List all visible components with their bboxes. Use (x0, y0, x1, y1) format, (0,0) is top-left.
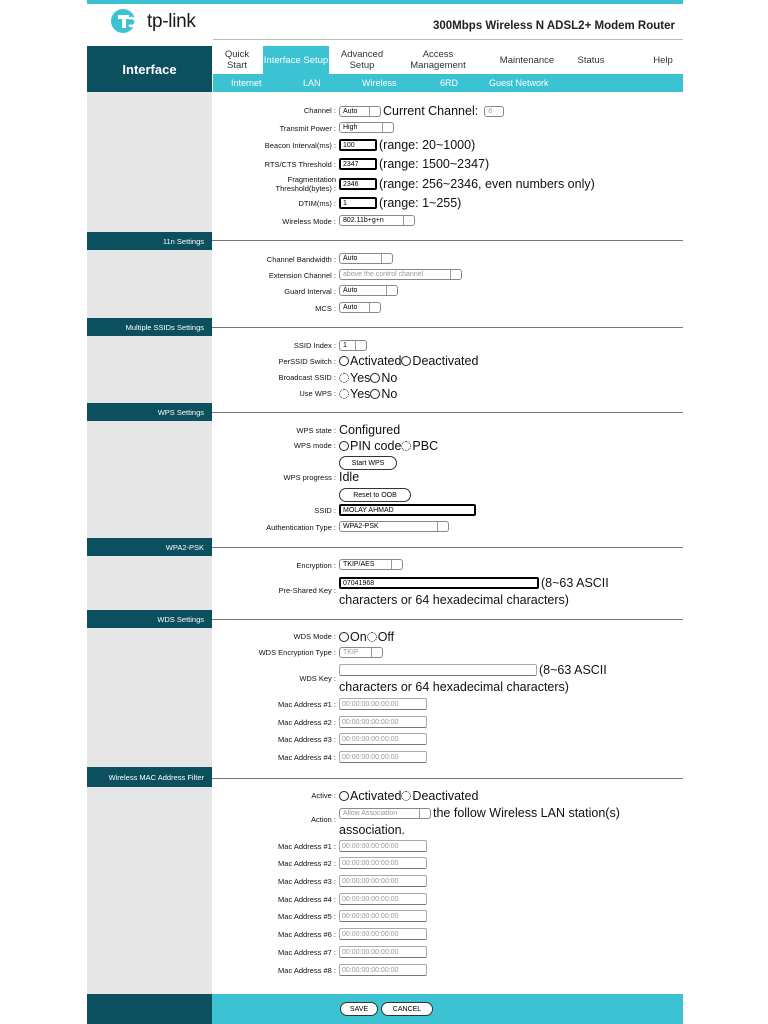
chevron-down-icon (382, 123, 393, 132)
ssid-index-value: 1 (343, 342, 347, 349)
wds-mac-1-value: 00:00:00:00:00:00 (342, 700, 399, 708)
section-wps-settings: WPS Settings (87, 403, 212, 421)
chevron-down-icon (450, 270, 461, 279)
transmit-power-label: Transmit Power : (279, 124, 336, 133)
wds-mode-label: WDS Mode : (293, 632, 336, 641)
fragmentation-label-line1: Fragmentation (287, 175, 336, 184)
section-mac-filter: Wireless MAC Address Filter (87, 767, 212, 787)
wds-mac-2-row (339, 716, 427, 728)
beacon-interval-label: Beacon Interval(ms) : (264, 141, 336, 150)
guard-interval-select[interactable] (339, 285, 398, 296)
mac-filter-7-input[interactable] (339, 946, 427, 958)
mac-filter-3-label: Mac Address #3 : (278, 877, 336, 886)
mac-filter-6-value: 00:00:00:00:00:00 (342, 930, 399, 938)
subnav-guest-network[interactable]: Guest Network (489, 78, 549, 88)
mac-filter-action-hint: the follow Wireless LAN station(s) (433, 806, 620, 820)
wds-mac-2-input[interactable] (339, 716, 427, 728)
pre-shared-key-label: Pre-Shared Key : (278, 586, 336, 595)
chevron-down-icon (386, 286, 397, 295)
wds-on-radio[interactable] (339, 632, 349, 642)
mcs-row (339, 302, 381, 313)
mac-filter-6-label: Mac Address #6 : (278, 930, 336, 939)
nav-interface-setup[interactable]: Interface Setup (263, 46, 329, 74)
authentication-type-select[interactable] (339, 521, 449, 532)
encryption-select[interactable] (339, 559, 403, 570)
broadcast-no-label: No (381, 371, 398, 385)
chevron-down-icon (355, 341, 366, 350)
mac-filter-5-value: 00:00:00:00:00:00 (342, 912, 399, 920)
wds-mac-1-row (339, 698, 427, 710)
authentication-type-row (339, 521, 449, 532)
broadcast-no-radio[interactable] (370, 373, 380, 383)
wps-pin-radio[interactable] (339, 441, 349, 451)
use-wps-row (339, 387, 397, 401)
wps-mode-label: WPS mode : (293, 441, 336, 450)
channel-bandwidth-select[interactable] (339, 253, 393, 264)
pre-shared-key-row (339, 576, 609, 590)
mac-filter-7-row (339, 946, 427, 958)
rts-threshold-input[interactable] (339, 158, 377, 170)
per-ssid-switch-row (339, 354, 478, 368)
chevron-down-icon (371, 648, 382, 657)
mac-filter-action-hint-row (339, 823, 405, 837)
subnav-internet[interactable]: Internet (231, 78, 262, 88)
mac-filter-8-input[interactable] (339, 964, 427, 976)
wds-off-label: Off (377, 630, 395, 644)
use-wps-yes-label: Yes (350, 387, 371, 401)
beacon-interval-hint: (range: 20~1000) (379, 138, 476, 152)
wds-mac-1-label: Mac Address #1 : (278, 700, 336, 709)
use-wps-label: Use WPS : (299, 389, 336, 398)
wds-key-input[interactable] (339, 664, 537, 676)
ssid-index-row (339, 340, 367, 351)
encryption-label: Encryption : (296, 561, 336, 570)
per-ssid-deactivated-radio[interactable] (401, 356, 411, 366)
wds-key-label: WDS Key : (299, 674, 336, 683)
mac-filter-active-row (339, 789, 478, 803)
wireless-mode-select[interactable] (339, 215, 415, 226)
wds-mac-2-label: Mac Address #2 : (278, 718, 336, 727)
mac-filter-3-row (339, 875, 427, 887)
wds-key-row (339, 663, 607, 677)
transmit-power-select[interactable] (339, 122, 394, 133)
mac-filter-2-label: Mac Address #2 : (278, 859, 336, 868)
subnav-lan[interactable]: LAN (303, 78, 321, 88)
mac-filter-1-row (339, 840, 427, 852)
extension-channel-value: above the control channel (343, 271, 424, 278)
wireless-mode-label: Wireless Mode : (282, 217, 336, 226)
wps-progress-value: Idle (339, 470, 360, 484)
wps-pbc-label: PBC (412, 439, 439, 453)
cancel-button[interactable]: CANCEL (381, 1002, 433, 1016)
reset-to-oob-button[interactable]: Reset to OOB (339, 488, 411, 502)
broadcast-ssid-row (339, 371, 397, 385)
wds-mode-row (339, 630, 394, 644)
mac-filter-6-input[interactable] (339, 928, 427, 940)
dtim-input[interactable] (339, 197, 377, 209)
mac-filter-5-label: Mac Address #5 : (278, 912, 336, 921)
pre-shared-key-value: 07041968 (343, 579, 375, 587)
mac-filter-7-label: Mac Address #7 : (278, 948, 336, 957)
fragmentation-label-line2: Threshold(bytes) : (275, 184, 336, 193)
wds-mac-3-row (339, 733, 427, 745)
broadcast-yes-radio[interactable] (339, 373, 349, 383)
mac-filter-8-label: Mac Address #8 : (278, 966, 336, 975)
chevron-down-icon (419, 809, 430, 818)
rts-threshold-row (339, 157, 489, 171)
mac-filter-8-row (339, 964, 427, 976)
mac-filter-7-value: 00:00:00:00:00:00 (342, 948, 399, 956)
nav-access-management[interactable]: Access Management (410, 49, 466, 71)
nav-status[interactable]: Status (577, 54, 605, 66)
authentication-type-value: WPA2-PSK (343, 523, 379, 530)
mac-filter-deactivated-radio[interactable] (401, 791, 411, 801)
chevron-down-icon (437, 522, 448, 531)
dtim-hint: (range: 1~255) (379, 196, 462, 210)
encryption-row (339, 559, 403, 570)
wps-state-label: WPS state : (296, 426, 336, 435)
wds-encryption-select[interactable] (339, 647, 383, 658)
wds-key-hint: (8~63 ASCII (539, 663, 607, 677)
section-divider (212, 412, 683, 413)
per-ssid-activated-label: Activated (350, 354, 402, 368)
wds-key-hint-row (339, 680, 569, 694)
wps-pin-label: PIN code (350, 439, 402, 453)
transmit-power-row (339, 122, 394, 133)
mac-filter-5-row (339, 910, 427, 922)
wds-mac-4-row (339, 751, 427, 763)
transmit-power-value: High (343, 124, 358, 131)
dtim-row (339, 196, 461, 210)
wds-mac-3-value: 00:00:00:00:00:00 (342, 735, 399, 743)
wds-mac-1-input[interactable] (339, 698, 427, 710)
pre-shared-key-hint-row (339, 593, 569, 607)
mac-filter-action-select[interactable] (339, 808, 431, 819)
start-wps-row (339, 456, 397, 470)
chevron-down-icon (403, 216, 414, 225)
mac-filter-4-value: 00:00:00:00:00:00 (342, 895, 399, 903)
section-divider (212, 327, 683, 328)
wireless-mode-value: 802.11b+g+n (343, 217, 384, 224)
fragmentation-value: 2346 (343, 180, 359, 188)
wds-off-radio[interactable] (367, 632, 377, 642)
pre-shared-key-input[interactable] (339, 577, 539, 589)
section-divider (212, 547, 683, 548)
mac-filter-4-input[interactable] (339, 893, 427, 905)
ssid-row (339, 504, 476, 516)
subnav-wireless[interactable]: Wireless (362, 78, 397, 88)
broadcast-yes-label: Yes (350, 371, 371, 385)
wds-key-hint-line2: characters or 64 hexadecimal characters) (339, 680, 569, 694)
current-channel-value: 6 (488, 107, 493, 115)
wps-mode-row (339, 439, 438, 453)
chevron-down-icon (369, 107, 380, 116)
wps-state-value: Configured (339, 423, 401, 437)
per-ssid-deactivated-label: Deactivated (412, 354, 479, 368)
mac-filter-action-hint-line2: association. (339, 823, 406, 837)
mac-filter-2-row (339, 857, 427, 869)
chevron-down-icon (369, 303, 380, 312)
mac-filter-deactivated-label: Deactivated (412, 789, 479, 803)
guard-interval-row (339, 285, 398, 296)
start-wps-button[interactable]: Start WPS (339, 456, 397, 470)
ssid-index-label: SSID Index : (293, 341, 336, 350)
mac-filter-3-input[interactable] (339, 875, 427, 887)
mac-filter-active-label: Active : (311, 791, 336, 800)
chevron-down-icon (391, 560, 402, 569)
wds-encryption-value: TKIP (343, 649, 359, 656)
guard-interval-label: Guard Interval : (284, 287, 336, 296)
wds-encryption-row (339, 647, 383, 658)
chevron-down-icon (381, 254, 392, 263)
authentication-type-label: Authentication Type : (266, 523, 336, 532)
ssid-input[interactable] (339, 504, 476, 516)
nav-maintenance[interactable]: Maintenance (499, 54, 555, 66)
section-wpa2-psk: WPA2-PSK (87, 538, 212, 556)
ssid-value: MOLAY AHMAD (343, 506, 394, 514)
wds-mac-4-value: 00:00:00:00:00:00 (342, 753, 399, 761)
current-channel-field (484, 106, 504, 117)
section-wds-settings: WDS Settings (87, 610, 212, 628)
section-divider (212, 240, 683, 241)
channel-bandwidth-value: Auto (343, 255, 358, 262)
channel-label: Channel : (303, 106, 336, 115)
beacon-interval-row (339, 138, 475, 152)
encryption-value: TKIP/AES (343, 561, 375, 568)
wds-mac-4-label: Mac Address #4 : (278, 753, 336, 762)
fragmentation-label (276, 175, 336, 193)
wds-on-label: On (350, 630, 367, 644)
fragmentation-input[interactable] (339, 178, 377, 190)
router-page (87, 0, 683, 1024)
pre-shared-key-hint-line2: characters or 64 hexadecimal characters) (339, 593, 569, 607)
wps-state-row (339, 423, 400, 437)
ssid-index-select[interactable] (339, 340, 367, 351)
mac-filter-5-input[interactable] (339, 910, 427, 922)
mac-filter-activated-label: Activated (350, 789, 402, 803)
channel-value: Auto (343, 107, 358, 115)
section-multiple-ssids: Multiple SSIDs Settings (87, 318, 212, 336)
broadcast-ssid-label: Broadcast SSID : (278, 373, 336, 382)
per-ssid-activated-radio[interactable] (339, 356, 349, 366)
logo-text: tp-link (147, 11, 196, 32)
mac-filter-1-label: Mac Address #1 : (278, 842, 336, 851)
reset-oob-row (339, 488, 411, 502)
wps-progress-label: WPS progress : (283, 473, 336, 482)
mac-filter-action-value: Allow Association (343, 809, 398, 817)
extension-channel-label: Extension Channel : (268, 271, 336, 280)
mcs-select[interactable] (339, 302, 381, 313)
wps-pbc-radio[interactable] (401, 441, 411, 451)
wds-mac-2-value: 00:00:00:00:00:00 (342, 718, 399, 726)
rts-threshold-value: 2347 (343, 160, 359, 168)
wds-mac-3-label: Mac Address #3 : (278, 735, 336, 744)
nav-help[interactable]: Help (653, 54, 673, 66)
dtim-label: DTIM(ms) : (298, 199, 336, 208)
mac-filter-activated-radio[interactable] (339, 791, 349, 801)
tp-link-logo-icon (109, 7, 143, 35)
channel-bandwidth-row (339, 253, 393, 264)
mcs-label: MCS : (315, 304, 336, 313)
top-accent-line (87, 0, 683, 4)
wireless-mode-row (339, 215, 415, 226)
mac-filter-action-row (339, 806, 620, 820)
mac-filter-3-value: 00:00:00:00:00:00 (342, 877, 399, 885)
channel-row (339, 104, 504, 118)
header-divider (213, 39, 683, 40)
wds-mac-3-input[interactable] (339, 733, 427, 745)
use-wps-no-label: No (381, 387, 398, 401)
mcs-value: Auto (343, 304, 358, 311)
beacon-interval-input[interactable] (339, 139, 377, 151)
mac-filter-1-value: 00:00:00:00:00:00 (342, 842, 399, 850)
mac-filter-1-input[interactable] (339, 840, 427, 852)
beacon-interval-value: 100 (343, 141, 355, 149)
wds-encryption-label: WDS Encryption Type : (258, 648, 336, 657)
footer-sidebar-block (87, 994, 212, 1024)
extension-channel-row (339, 269, 462, 280)
use-wps-yes-radio[interactable] (339, 389, 349, 399)
guard-interval-value: Auto (343, 287, 358, 294)
rts-threshold-label: RTS/CTS Threshold : (264, 160, 336, 169)
channel-bandwidth-label: Channel Bandwidth : (266, 255, 336, 264)
mac-filter-2-input[interactable] (339, 857, 427, 869)
nav-quick-start[interactable]: Quick Start (224, 49, 250, 71)
save-button[interactable]: SAVE (340, 1002, 378, 1016)
pre-shared-key-hint: (8~63 ASCII (541, 576, 609, 590)
section-11n-settings: 11n Settings (87, 232, 212, 250)
sidebar-title: Interface (87, 46, 212, 92)
section-divider (212, 778, 683, 779)
dtim-value: 1 (343, 199, 347, 207)
ssid-label: SSID : (314, 506, 336, 515)
rts-threshold-hint: (range: 1500~2347) (379, 157, 490, 171)
wds-mac-4-input[interactable] (339, 751, 427, 763)
mac-filter-4-label: Mac Address #4 : (278, 895, 336, 904)
fragmentation-hint: (range: 256~2346, even numbers only) (379, 177, 595, 191)
extension-channel-select[interactable] (339, 269, 462, 280)
product-title: 300Mbps Wireless N ADSL2+ Modem Router (433, 20, 675, 32)
channel-select[interactable] (339, 106, 381, 117)
mac-filter-2-value: 00:00:00:00:00:00 (342, 859, 399, 867)
mac-filter-action-label: Action : (310, 815, 336, 824)
mac-filter-6-row (339, 928, 427, 940)
section-divider (212, 619, 683, 620)
wps-progress-row (339, 470, 359, 484)
mac-filter-8-value: 00:00:00:00:00:00 (342, 966, 399, 974)
subnav-6rd[interactable]: 6RD (440, 78, 459, 88)
per-ssid-switch-label: PerSSID Switch : (278, 357, 336, 366)
current-channel-label: Current Channel: (383, 104, 479, 118)
mac-filter-4-row (339, 893, 427, 905)
use-wps-no-radio[interactable] (370, 389, 380, 399)
nav-advanced-setup[interactable]: Advanced Setup (340, 49, 384, 71)
fragmentation-row (339, 177, 595, 191)
